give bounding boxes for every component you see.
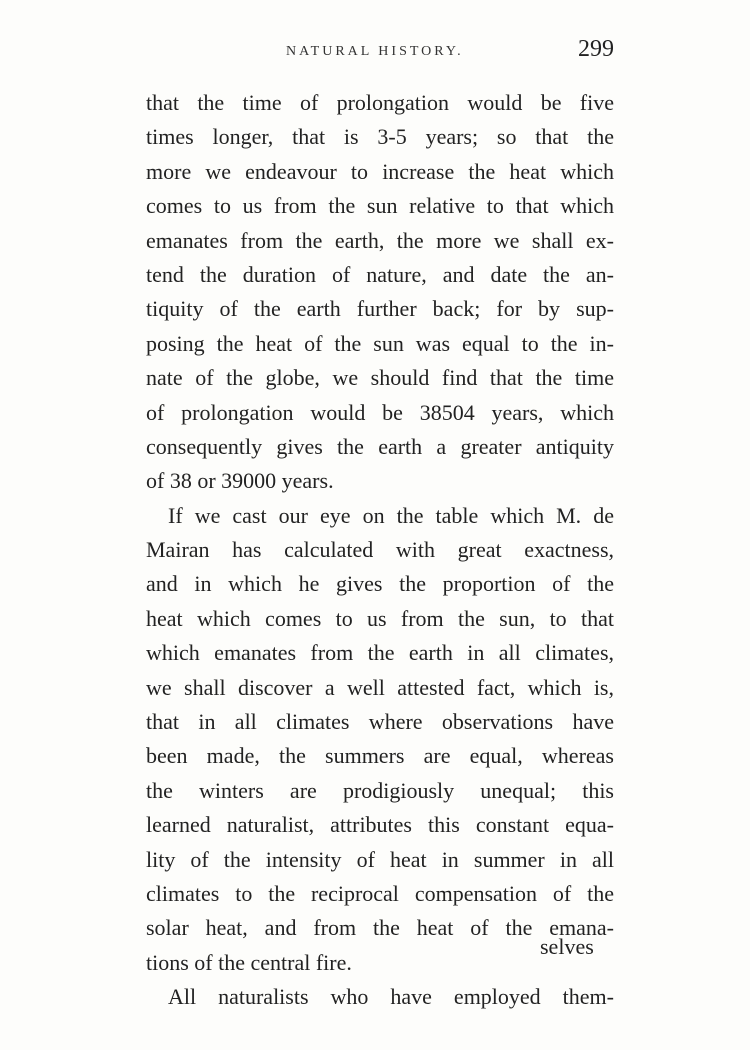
text-line: lity of the intensity of heat in summer in all (146, 846, 614, 872)
text-line: learned naturalist, attributes this constant equa- (146, 812, 614, 838)
text-line: tions of the central fire. (146, 949, 352, 975)
text-line: of 38 or 39000 years. (146, 468, 334, 494)
text-line: nate of the globe, we should find that the time (146, 365, 614, 391)
body-text (146, 86, 614, 1015)
text-line: climates to the reciprocal compensation of the (146, 880, 614, 906)
text-line: comes to us from the sun relative to that which (146, 193, 614, 219)
text-line: solar heat, and from the heat of the emana- (146, 915, 614, 941)
text-line: that in all climates where observations have (146, 709, 614, 735)
text-line: posing the heat of the sun was equal to the in- (146, 330, 614, 356)
text-line: heat which comes to us from the sun, to that (146, 605, 614, 631)
text-line: we shall discover a well attested fact, which is, (146, 674, 614, 700)
text-line: Mairan has calculated with great exactness, (146, 537, 614, 563)
paragraph-start-line: All naturalists who have employed them- (168, 984, 614, 1010)
catchword: selves (540, 934, 594, 959)
text-line: tend the duration of nature, and date the an- (146, 261, 614, 287)
text-line: of prolongation would be 38504 years, which (146, 399, 614, 425)
paragraph-start-line: If we cast our eye on the table which M. de (168, 502, 614, 528)
page-number: 299 (578, 36, 614, 62)
text-line: which emanates from the earth in all climates, (146, 640, 614, 666)
text-line: tiquity of the earth further back; for by sup- (146, 296, 614, 322)
text-line: been made, the summers are equal, whereas (146, 743, 614, 769)
running-head: NATURAL HISTORY. (286, 44, 464, 59)
text-line: and in which he gives the proportion of the (146, 571, 614, 597)
text-line: the winters are prodigiously unequal; this (146, 777, 614, 803)
text-line: emanates from the earth, the more we shall ex- (146, 227, 614, 253)
text-line: consequently gives the earth a greater antiquity (146, 433, 614, 459)
text-line: times longer, that is 3-5 years; so that the (146, 124, 614, 150)
text-line: more we endeavour to increase the heat which (146, 158, 614, 184)
text-line: that the time of prolongation would be five (146, 90, 614, 115)
